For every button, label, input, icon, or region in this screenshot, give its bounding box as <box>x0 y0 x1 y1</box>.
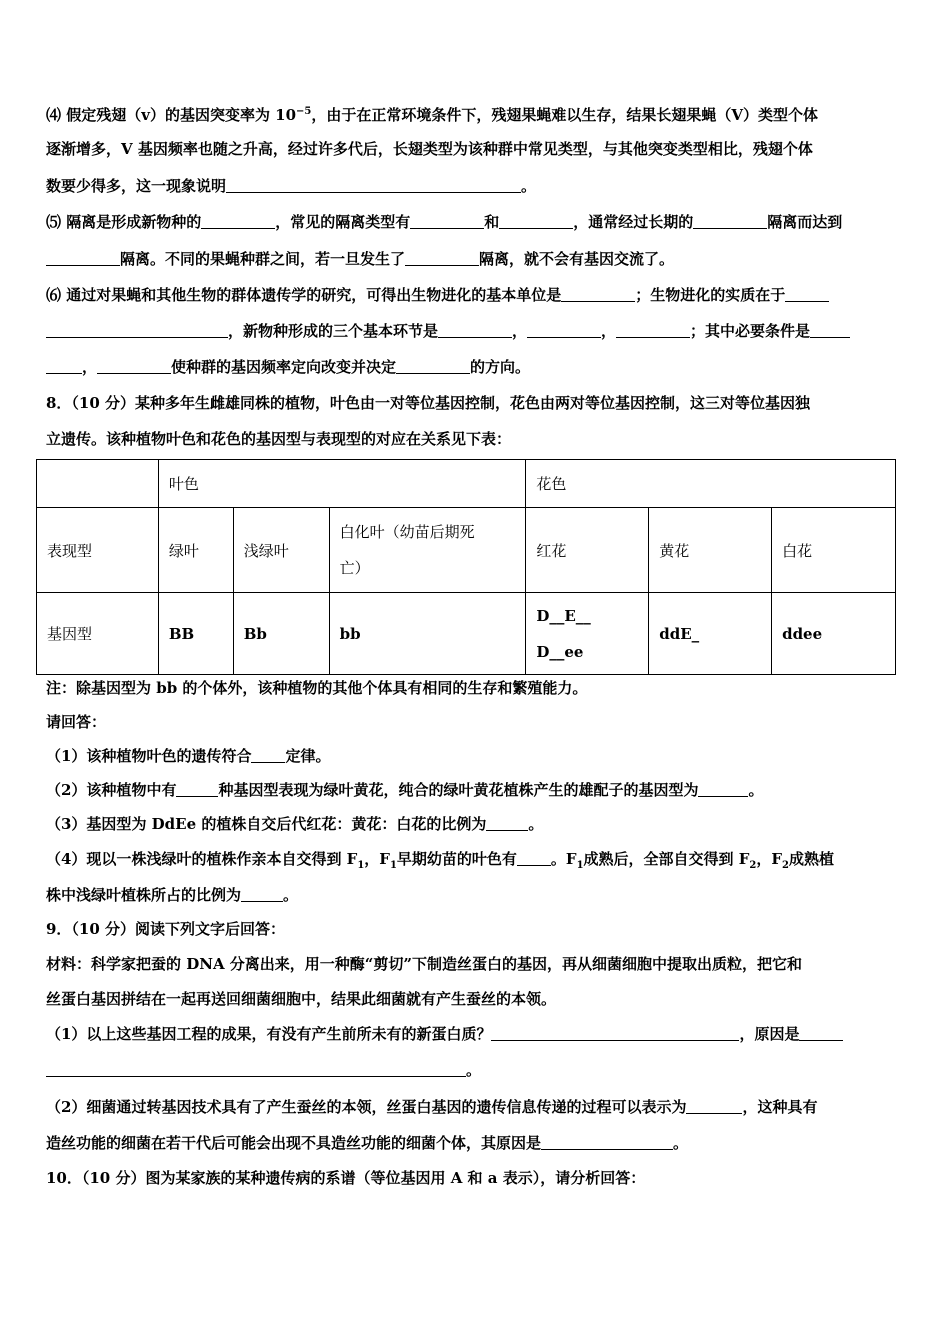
text: ，常见的隔离类型有 <box>275 213 411 231</box>
answer-blank[interactable] <box>527 322 601 338</box>
text: ，F <box>364 850 390 868</box>
text: （2）该种植物中有 <box>46 781 177 799</box>
text: （3）基因型为 DdEe 的植株自交后代红花：黄花：白花的比例为 <box>46 815 487 833</box>
q9-intro <box>46 919 906 939</box>
text: ，这种具有 <box>742 1098 818 1116</box>
answer-blank[interactable] <box>561 286 635 302</box>
answer-blank[interactable] <box>97 358 171 374</box>
answer-blank[interactable] <box>241 886 283 902</box>
text: 逐渐增多，V 基因频率也随之升高，经过许多代后，长翅类型为该种群中常见类型，与其他突变类型相比，残翅个体 <box>46 140 813 158</box>
q7-part6-line2 <box>46 321 906 341</box>
table-row-phenotype <box>37 508 896 593</box>
answer-blank[interactable] <box>799 1025 843 1041</box>
text: ， <box>512 322 528 340</box>
answer-blank[interactable] <box>226 177 521 193</box>
text: 的方向。 <box>470 358 531 376</box>
text: 亡） <box>339 559 370 577</box>
q9-material-line2 <box>46 989 906 1009</box>
answer-blank[interactable] <box>698 781 748 797</box>
q9-sub1-line2 <box>46 1060 906 1080</box>
answer-blank[interactable] <box>396 358 470 374</box>
q7-part6-line1 <box>46 285 906 305</box>
genotype-Bb: Bb <box>233 593 329 675</box>
answer-blank[interactable] <box>438 322 512 338</box>
q7-part4-line1 <box>46 102 906 125</box>
text: 9．（10 分）阅读下列文字后回答： <box>46 920 286 938</box>
exponent: −5 <box>296 106 312 117</box>
text: 隔离，就不会有基因交流了。 <box>479 250 675 268</box>
empty-cell <box>37 460 159 508</box>
text: 成熟植 <box>789 850 835 868</box>
text: 注：除基因型为 bb 的个体外，该种植物的其他个体具有相同的生存和繁殖能力。 <box>46 679 588 697</box>
q8-sub3 <box>46 814 906 834</box>
text: ，原因是 <box>739 1025 800 1043</box>
q8-sub4-line2 <box>46 885 906 905</box>
text: D__ee <box>536 642 584 661</box>
genotype-red <box>526 593 649 675</box>
text: 。 <box>748 781 764 799</box>
flower-color-header: 花色 <box>526 460 896 508</box>
answer-blank[interactable] <box>46 1061 466 1077</box>
q10-intro <box>46 1168 906 1188</box>
text: 隔离而达到 <box>767 213 843 231</box>
q7-part5-line2 <box>46 249 906 269</box>
answer-blank[interactable] <box>616 322 690 338</box>
subscript: 2 <box>782 860 790 871</box>
text: （1）以上这些基因工程的成果，有没有产生前所未有的新蛋白质？ <box>46 1025 492 1043</box>
text: 立遗传。该种植物叶色和花色的基因型与表现型的对应在关系见下表： <box>46 430 512 448</box>
genotype-bb: bb <box>329 593 526 675</box>
text: ， <box>601 322 617 340</box>
text: ， <box>82 358 98 376</box>
q8-ask <box>46 712 906 732</box>
text: 。 <box>673 1134 689 1152</box>
answer-blank[interactable] <box>486 815 528 831</box>
text: 使种群的基因频率定向改变并决定 <box>171 358 397 376</box>
answer-blank[interactable] <box>176 781 218 797</box>
genotype-BB: BB <box>158 593 233 675</box>
genotype-white: ddee <box>772 593 896 675</box>
answer-blank[interactable] <box>46 250 120 266</box>
text: 10．（10 分）图为某家族的某种遗传病的系谱（等位基因用 A 和 a 表示），请分析回答： <box>46 1169 646 1187</box>
text: ；生物进化的实质在于 <box>635 286 786 304</box>
text: 丝蛋白基因拼结在一起再送回细菌细胞中，结果此细菌就有产生蚕丝的本领。 <box>46 990 557 1008</box>
q9-sub2-line1 <box>46 1097 906 1117</box>
answer-blank[interactable] <box>410 213 484 229</box>
subscript: 1 <box>389 860 397 871</box>
text: 和 <box>484 213 500 231</box>
answer-blank[interactable] <box>201 213 275 229</box>
text: 。 <box>466 1061 482 1079</box>
phenotype-label: 表现型 <box>37 508 159 593</box>
text: 株中浅绿叶植株所占的比例为 <box>46 886 242 904</box>
q7-part5-line1 <box>46 212 906 232</box>
text: 成熟后，全部自交得到 F <box>583 850 750 868</box>
leaf-color-header: 叶色 <box>158 460 526 508</box>
table-header-row <box>37 460 896 508</box>
text: 造丝功能的细菌在若干代后可能会出现不具造丝功能的细菌个体，其原因是 <box>46 1134 542 1152</box>
text: 8．（10 分）某种多年生雌雄同株的植物，叶色由一对等位基因控制，花色由两对等位基因控制，这三对等位基因独 <box>46 394 811 412</box>
q8-note <box>46 678 906 698</box>
text: （1）该种植物叶色的遗传符合 <box>46 747 252 765</box>
text: 。 <box>521 177 537 195</box>
answer-blank[interactable] <box>46 322 228 338</box>
text: 请回答： <box>46 713 107 731</box>
genotype-yellow: ddE_ <box>649 593 772 675</box>
text: ，通常经过长期的 <box>573 213 694 231</box>
answer-blank[interactable] <box>405 250 479 266</box>
q8-intro-line2 <box>46 429 906 449</box>
answer-blank[interactable] <box>785 286 829 302</box>
answer-blank[interactable] <box>686 1098 742 1114</box>
text: 定律。 <box>285 747 331 765</box>
q8-intro-line1 <box>46 393 906 413</box>
q7-part4-line2 <box>46 139 906 159</box>
answer-blank[interactable] <box>541 1134 673 1150</box>
text: ，由于在正常环境条件下，残翅果蝇难以生存，结果长翅果蝇（V）类型个体 <box>311 106 819 124</box>
q9-sub2-line2 <box>46 1133 906 1153</box>
answer-blank[interactable] <box>251 747 285 763</box>
text: ；其中必要条件是 <box>690 322 811 340</box>
subscript: 1 <box>576 860 584 871</box>
text: D__E__ <box>536 606 591 625</box>
text: （2）细菌通过转基因技术具有了产生蚕丝的本领，丝蛋白基因的遗传信息传递的过程可以表示为 <box>46 1098 687 1116</box>
phenotype-red-flower: 红花 <box>526 508 649 593</box>
q8-sub2 <box>46 780 906 800</box>
text: 白化叶（幼苗后期死 <box>339 523 475 541</box>
q9-sub1-line1 <box>46 1024 906 1044</box>
text: （4）现以一株浅绿叶的植株作亲本自交得到 F <box>46 850 358 868</box>
text: 。F <box>550 850 577 868</box>
q8-sub1 <box>46 746 906 766</box>
text: 早期幼苗的叶色有 <box>396 850 517 868</box>
phenotype-yellow-flower: 黄花 <box>649 508 772 593</box>
text: ⑸ 隔离是形成新物种的 <box>46 213 202 231</box>
text: ⑷ 假定残翅（v）的基因突变率为 10 <box>46 106 297 124</box>
answer-blank[interactable] <box>810 322 850 338</box>
phenotype-green-leaf: 绿叶 <box>158 508 233 593</box>
q7-part6-line3 <box>46 357 906 377</box>
text: 。 <box>283 886 299 904</box>
text: ，F <box>756 850 783 868</box>
genotype-phenotype-table <box>36 459 896 675</box>
answer-blank[interactable] <box>491 1025 739 1041</box>
subscript: 1 <box>357 860 365 871</box>
answer-blank[interactable] <box>499 213 573 229</box>
text: 隔离。不同的果蝇种群之间，若一旦发生了 <box>120 250 406 268</box>
answer-blank[interactable] <box>693 213 767 229</box>
subscript: 2 <box>749 860 757 871</box>
answer-blank[interactable] <box>46 358 82 374</box>
genotype-label: 基因型 <box>37 593 159 675</box>
text: 种基因型表现为绿叶黄花，纯合的绿叶黄花植株产生的雄配子的基因型为 <box>218 781 699 799</box>
phenotype-albino-leaf <box>329 508 526 593</box>
text: ，新物种形成的三个基本环节是 <box>228 322 439 340</box>
text: 材料：科学家把蚕的 DNA 分离出来，用一种酶“剪切”下制造丝蛋白的基因，再从细菌细胞中提取出质粒，把它和 <box>46 955 803 973</box>
phenotype-light-green-leaf: 浅绿叶 <box>233 508 329 593</box>
q7-part4-line3 <box>46 176 906 196</box>
q9-material-line1 <box>46 954 906 974</box>
text: ⑹ 通过对果蝇和其他生物的群体遗传学的研究，可得出生物进化的基本单位是 <box>46 286 562 304</box>
table-row-genotype <box>37 593 896 675</box>
answer-blank[interactable] <box>517 850 551 866</box>
phenotype-white-flower: 白花 <box>772 508 896 593</box>
q8-sub4-line1 <box>46 849 906 876</box>
text: 。 <box>528 815 544 833</box>
text: 数要少得多，这一现象说明 <box>46 177 227 195</box>
